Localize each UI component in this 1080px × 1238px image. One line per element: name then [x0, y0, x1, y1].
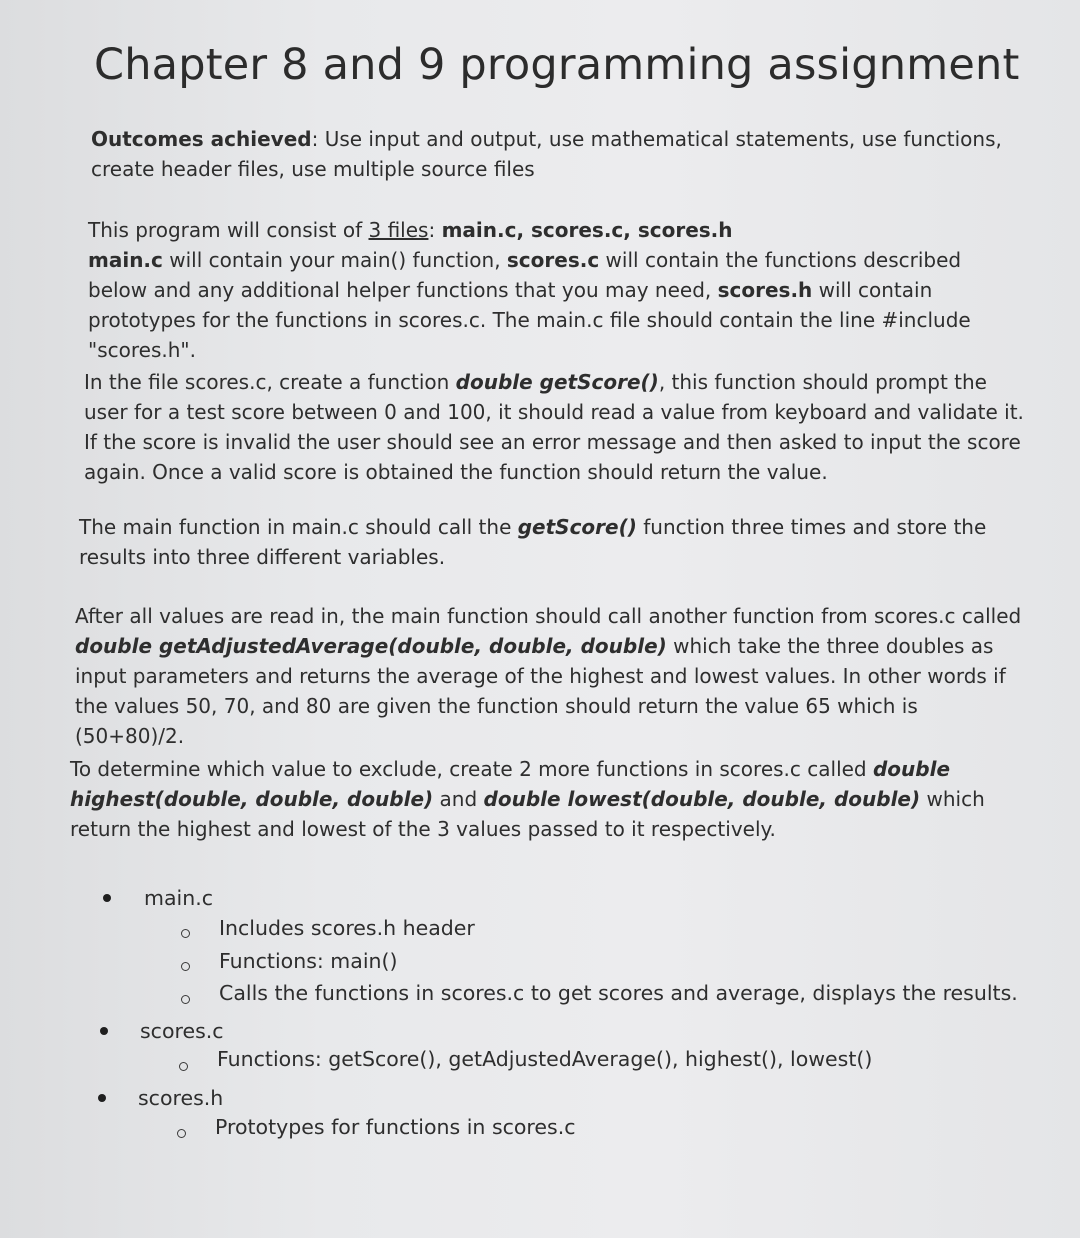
files-paragraph: This program will consist of 3 files: main.c, scores.c, scores.h main.c will contain your main() function, scores.c will contain the functions described below and any additional helper functions that you may need, scores.h will contain prototypes for the functions in scores.c. The main.c file should contain the line #include "scores.h". — [88, 218, 971, 362]
getscore-paragraph: In the file scores.c, create a function double getScore(), this function should prompt the user for a test score between 0 and 100, it should read a value from keyboard and validate it. If the score is invalid the user should see an error message and then asked to input the score again. Once a valid score is obtained the function should return the value. — [84, 370, 1024, 484]
outcomes-paragraph — [91, 124, 1021, 184]
circle-bullet-icon — [181, 995, 190, 1004]
circle-bullet-icon — [179, 1062, 188, 1071]
circle-bullet-icon — [177, 1129, 186, 1138]
outcomes-label: Outcomes achieved — [91, 127, 312, 151]
average-paragraph: After all values are read in, the main function should call another function from scores.c called double getAdjustedAverage(double, double, double) which take the three doubles as input parameters and returns the average of the highest and lowest values. In other words if the values 50, 70, and 80 are given the function should return the value 65 which is (50+80)/2. — [75, 604, 1022, 748]
getscore-call: getScore() — [517, 515, 637, 539]
highest-signature: double highest(double, double, double) — [70, 757, 951, 811]
bullet-icon — [103, 894, 111, 902]
circle-bullet-icon — [181, 929, 190, 938]
circle-bullet-icon — [181, 962, 190, 971]
file-list: main.c, scores.c, scores.h — [441, 218, 733, 242]
bullet-icon — [98, 1094, 106, 1102]
bullet-icon — [100, 1027, 108, 1035]
sub-item: Includes scores.h header — [219, 916, 475, 940]
file-count: 3 files — [368, 218, 429, 242]
page-title: Chapter 8 and 9 programming assignment — [94, 40, 1020, 90]
list-item-scores-c: scores.c — [140, 1019, 224, 1043]
outcomes-text: : Use input and output, use mathematical statements, use functions, create header files, use multiple source files — [91, 127, 1002, 181]
getadjustedaverage-signature: double getAdjustedAverage(double, double, double) — [75, 634, 667, 658]
exclude-paragraph: To determine which value to exclude, create 2 more functions in scores.c called double highest(double, double, double) and double lowest(double, double, double) which return the highest and lowest of the 3 values passed to it respectively. — [70, 757, 985, 841]
sub-item: Calls the functions in scores.c to get scores and average, displays the results. — [219, 981, 1018, 1005]
sub-item: Functions: getScore(), getAdjustedAverage(), highest(), lowest() — [217, 1047, 873, 1071]
lowest-signature: double lowest(double, double, double) — [483, 787, 921, 811]
list-item-scores-h: scores.h — [138, 1086, 224, 1110]
main-paragraph: The main function in main.c should call the getScore() function three times and store the results into three different variables. — [79, 515, 987, 569]
list-item-main-c: main.c — [144, 886, 214, 910]
sub-item: Prototypes for functions in scores.c — [215, 1115, 576, 1139]
getscore-signature: double getScore() — [455, 370, 659, 394]
sub-item: Functions: main() — [219, 949, 398, 973]
